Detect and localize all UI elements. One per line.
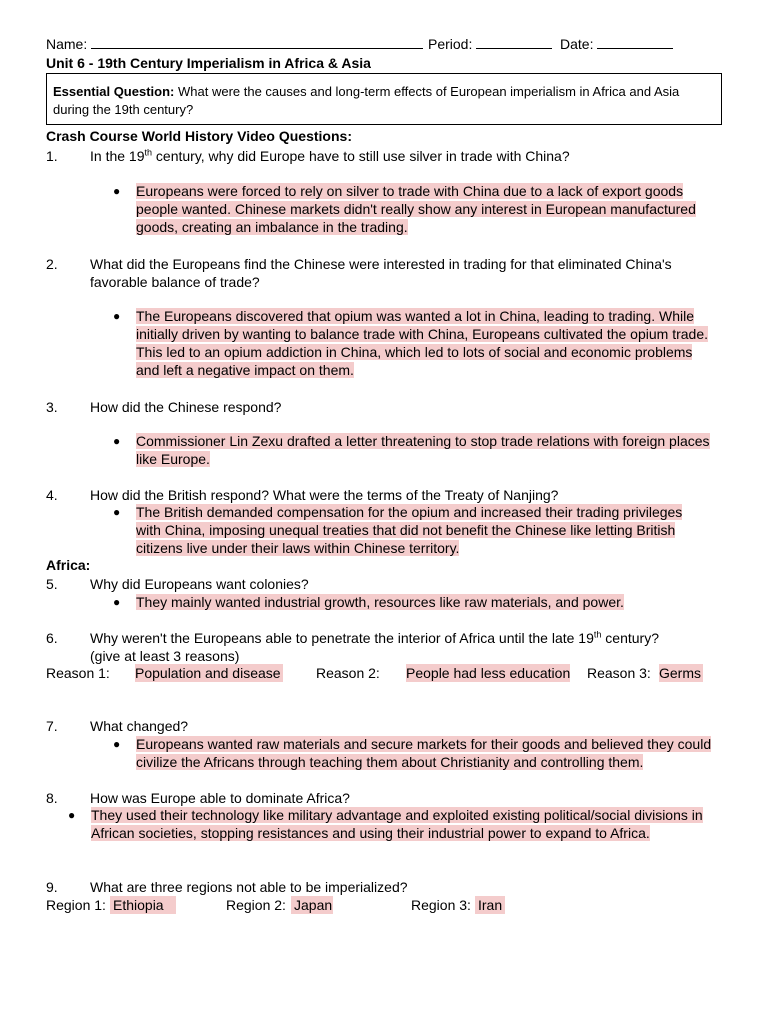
q5-answer-text: They mainly wanted industrial growth, resources like raw materials, and power. [136, 594, 624, 610]
region2-answer: Japan [291, 896, 333, 914]
bullet-icon: ● [113, 595, 121, 609]
period-label [428, 35, 552, 52]
region1-answer: Ethiopia [110, 896, 176, 914]
region3-label: Region 3: [411, 897, 471, 913]
page-title: Unit 6 - 19th Century Imperialism in Africa & Asia [46, 55, 371, 71]
q4-answer-text: The British demanded compensation for the opium and increased their trading privileges with China, imposing unequal treaties that did not benefit the Chinese like letting British citizens live under their laws within Chinese territory. [136, 504, 683, 556]
bullet-icon: ● [113, 184, 121, 198]
q6-reasons [46, 664, 110, 682]
q8-number: 8. [46, 790, 58, 806]
q6-sup: th [593, 629, 602, 640]
reason2-answer: People had less education [406, 665, 571, 681]
q7-question: What changed? [90, 718, 189, 734]
q2-question: What did the Europeans find the Chinese were interested in trading for that eliminated China's favorable balance of trade? [90, 256, 672, 290]
q8-question: How was Europe able to dominate Africa? [90, 790, 350, 806]
bullet-icon: ● [113, 505, 121, 519]
period-blank[interactable] [476, 35, 552, 49]
region1-label: Region 1: [46, 897, 106, 913]
q9-question: What are three regions not able to be imperialized? [90, 879, 408, 895]
q6-question [90, 629, 730, 647]
bullet-icon: ● [68, 808, 76, 822]
q6-question-line2: (give at least 3 reasons) [90, 648, 240, 664]
q4-number: 4. [46, 487, 58, 503]
q5-number: 5. [46, 576, 58, 592]
bullet-icon: ● [113, 434, 121, 448]
reason2-label: Reason 2: [316, 665, 380, 681]
name-label [46, 35, 423, 52]
date-label [560, 35, 673, 52]
name-label-text: Name: [46, 36, 88, 52]
q3-question: How did the Chinese respond? [90, 399, 282, 415]
q6-number: 6. [46, 630, 58, 646]
q1-answer-text: Europeans were forced to rely on silver to trade with China due to a lack of export goods people wanted. Chinese markets didn't really show any interest in European manufactured goods, creating an imbalance in the trading. [136, 183, 696, 235]
reason3-label: Reason 3: [587, 665, 651, 681]
q9-number: 9. [46, 879, 58, 895]
date-label-text: Date: [560, 36, 594, 52]
q4-question: How did the British respond? What were the terms of the Treaty of Nanjing? [90, 487, 559, 503]
q1-question [90, 147, 730, 165]
bullet-icon: ● [113, 737, 121, 751]
region2-label: Region 2: [226, 897, 286, 913]
region3-answer: Iran [475, 896, 505, 914]
section-africa: Africa: [46, 557, 91, 573]
q8-answer-text: They used their technology like military advantage and exploited existing political/social divisions in African societies, stopping resistances and using their industrial power to expand to Africa. [91, 807, 703, 841]
essential-question-text: What were the causes and long-term effects of European imperialism in Africa and Asia during the 19th century? [53, 84, 680, 117]
q2-answer-text: The Europeans discovered that opium was wanted a lot in China, leading to trading. While initially driven by wanting to balance trade with China, Europeans cultivated the opium trade. This led to an opium addiction in China, which led to lots of social and economic problems and left a negative impact on them. [136, 308, 708, 378]
date-blank[interactable] [597, 35, 673, 49]
bullet-icon: ● [113, 309, 121, 323]
essential-question-box [46, 73, 722, 125]
reason1-answer: Population and disease [135, 665, 281, 681]
reason3-answer: Germs [659, 665, 701, 681]
period-label-text: Period: [428, 36, 473, 52]
q6-post: century? [601, 630, 659, 646]
q7-answer-text: Europeans wanted raw materials and secure markets for their goods and believed they could civilize the Africans through teaching them about Christianity and controlling them. [136, 736, 712, 770]
q1-number: 1. [46, 148, 58, 164]
q2-number: 2. [46, 256, 58, 272]
essential-question-label: Essential Question: [53, 84, 175, 99]
q6-pre: Why weren't the Europeans able to penetrate the interior of Africa until the late 19 [90, 630, 594, 646]
q7-number: 7. [46, 718, 58, 734]
q1-pre: In the 19 [90, 148, 145, 164]
q3-number: 3. [46, 399, 58, 415]
section-video-questions: Crash Course World History Video Questions: [46, 128, 352, 144]
q5-question: Why did Europeans want colonies? [90, 576, 309, 592]
name-blank[interactable] [91, 35, 423, 49]
q1-post: century, why did Europe have to still use silver in trade with China? [152, 148, 570, 164]
reason1-label: Reason 1: [46, 665, 110, 681]
q3-answer-text: Commissioner Lin Zexu drafted a letter threatening to stop trade relations with foreign places like Europe. [136, 433, 710, 467]
q1-sup: th [144, 147, 153, 158]
